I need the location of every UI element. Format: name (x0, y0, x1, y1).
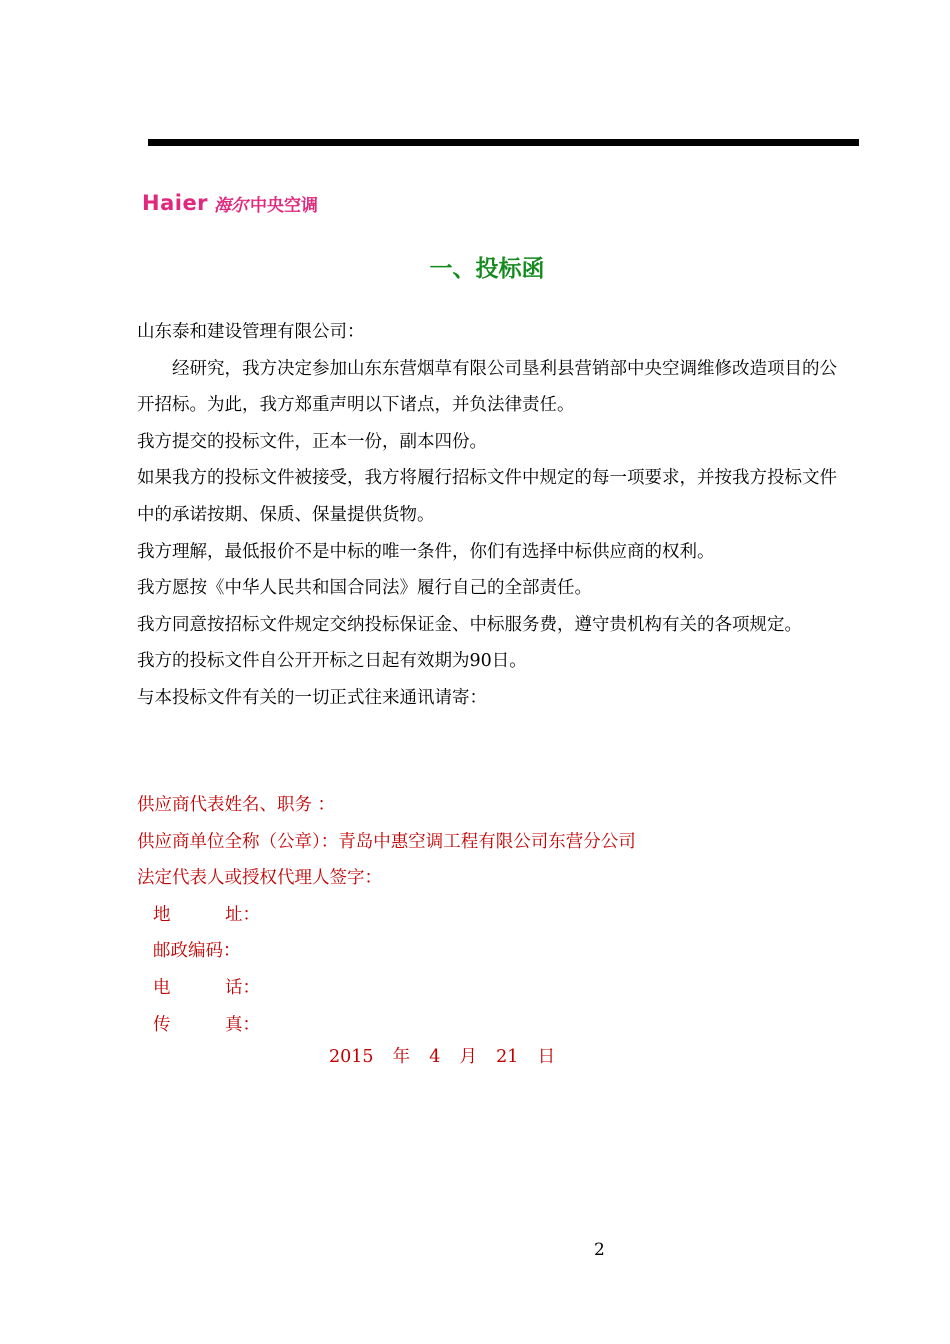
logo-cn: 中央空调 (250, 195, 319, 216)
signature-label: 法定代表人或授权代理人签字： (137, 868, 382, 889)
phone-label-b: 话： (225, 977, 260, 998)
paragraph: 如果我方的投标文件被接受，我方将履行招标文件中规定的每一项要求，并按我方投标文件中的承诺按期、保质、保量提供货物。 (137, 468, 837, 525)
fax-label-b: 真： (225, 1014, 260, 1035)
logo-latin: Haier (142, 191, 209, 215)
postcode-field: 邮政编码： (153, 941, 241, 962)
paragraph: 与本投标文件有关的一切正式往来通讯请寄： (137, 687, 487, 708)
paragraph: 我方理解，最低报价不是中标的唯一条件，你们有选择中标供应商的权利。 (137, 541, 715, 562)
paragraph: 我方提交的投标文件，正本一份，副本四份。 (137, 431, 487, 452)
salutation: 山东泰和建设管理有限公司： (137, 322, 365, 342)
letter-date: 2015 年 4 月 21 日 (329, 1047, 556, 1067)
page-number: 2 (594, 1240, 605, 1260)
fax-label-a: 传 (153, 1014, 171, 1035)
fax-field (137, 1007, 842, 1044)
paragraph: 我方的投标文件自公开开标之日起有效期为90日。 (137, 651, 527, 672)
phone-label-a: 电 (153, 977, 171, 998)
address-field (137, 897, 842, 934)
paragraph: 我方愿按《中华人民共和国合同法》履行自己的全部责任。 (137, 578, 592, 599)
haier-logo (142, 190, 318, 216)
logo-script-cn: 海尔 (214, 195, 249, 216)
supplier-info (137, 787, 842, 1043)
paragraph: 我方同意按招标文件规定交纳投标保证金、中标服务费，遵守贵机构有关的各项规定。 (137, 614, 802, 635)
phone-field (137, 970, 842, 1007)
paragraph: 经研究，我方决定参加山东东营烟草有限公司垦利县营销部中央空调维修改造项目的公开招标。为此，我方郑重声明以下诸点，并负法律责任。 (137, 358, 837, 416)
letter-body (137, 314, 842, 717)
address-label-a: 地 (153, 904, 171, 925)
page-title: 一、投标函 (429, 256, 545, 282)
representative-label: 供应商代表姓名、职务 ： (137, 795, 336, 815)
address-label-b: 址： (225, 904, 260, 925)
top-rule (148, 139, 859, 146)
company-line: 供应商单位全称（公章）：青岛中惠空调工程有限公司东营分公司 (137, 831, 636, 852)
